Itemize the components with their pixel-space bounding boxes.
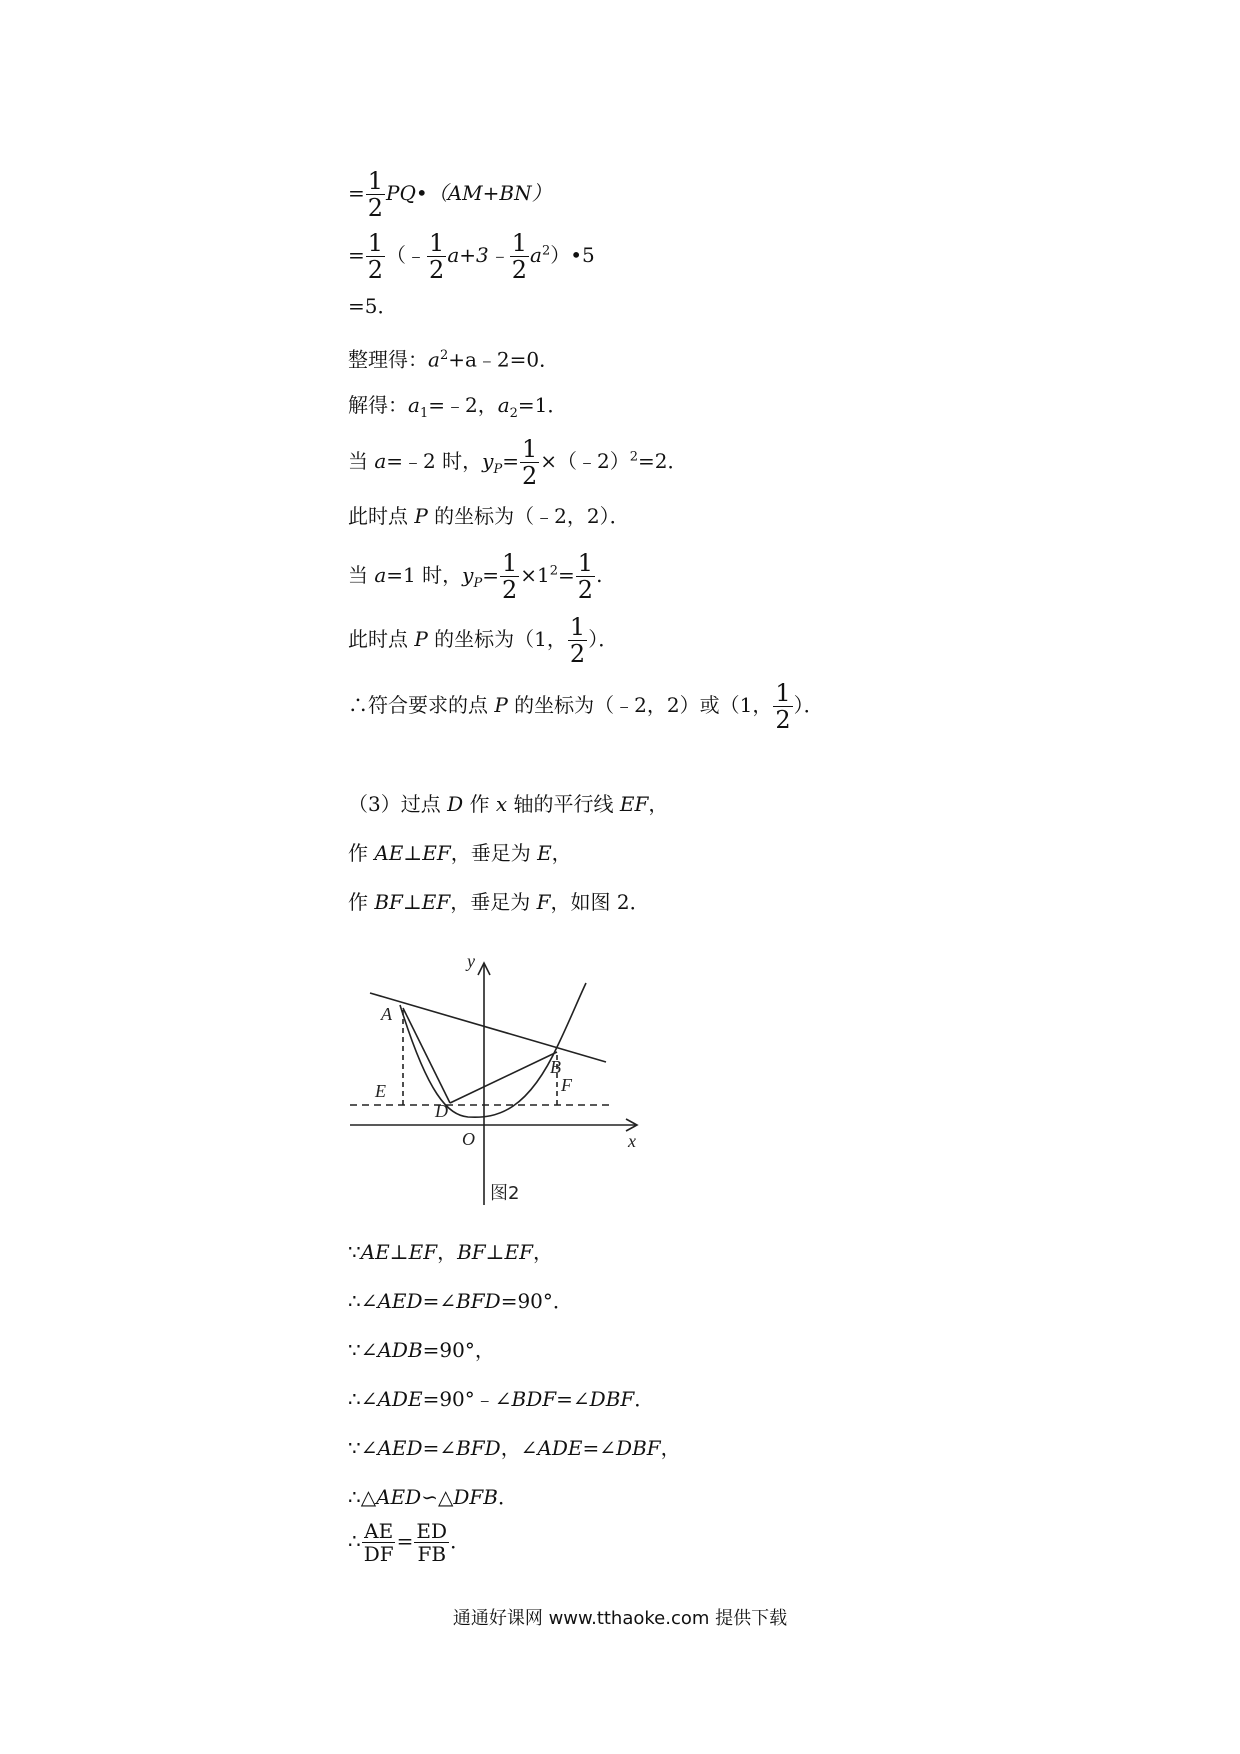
text: 作: [463, 792, 496, 816]
fraction: [510, 230, 529, 283]
fraction: [500, 550, 519, 603]
label-a: A: [381, 1004, 392, 1024]
text: P: [414, 504, 428, 528]
text: ，: [660, 1436, 681, 1460]
text: ，: [551, 841, 572, 865]
line-5: [348, 391, 567, 428]
text: BF: [374, 890, 403, 914]
text: AED: [377, 1436, 423, 1460]
label-e: E: [375, 1081, 386, 1101]
line-17: [348, 1385, 654, 1413]
text: 此时点: [348, 627, 415, 651]
line-1: [348, 168, 552, 221]
text: D: [447, 792, 464, 816]
numerator: 1: [429, 229, 445, 257]
text: =: [396, 1529, 414, 1553]
line-8: [348, 550, 602, 603]
text: ⊥: [402, 890, 422, 914]
denominator: 2: [511, 256, 528, 284]
text: ，如图 2．: [550, 890, 650, 914]
line-9: [348, 614, 618, 667]
text: =∠: [582, 1436, 617, 1460]
text: ．: [497, 1485, 518, 1509]
text: ）．: [793, 693, 824, 717]
text: ，垂足为: [450, 841, 538, 865]
subscript: 2: [509, 406, 518, 421]
line-20: [348, 1520, 470, 1565]
text: =2．: [638, 449, 688, 473]
numerator: 1: [367, 167, 384, 195]
fraction: [366, 168, 385, 221]
line-14: [348, 1238, 553, 1266]
text: BF: [457, 1240, 486, 1264]
line-16: [348, 1336, 495, 1364]
line-19: [348, 1483, 518, 1511]
text: DBF: [589, 1387, 635, 1411]
text: AED: [376, 1485, 422, 1509]
fraction: [773, 680, 792, 733]
text: =: [502, 449, 519, 473]
text: ．: [450, 1529, 471, 1553]
text: =∠: [556, 1387, 590, 1411]
denominator: 2: [429, 256, 445, 284]
text: =: [558, 563, 575, 587]
numerator: 1: [521, 435, 538, 463]
numerator: 1: [501, 549, 518, 577]
denominator: 2: [569, 640, 586, 668]
fraction: [414, 1520, 449, 1565]
text: ，: [648, 792, 669, 816]
text: EF: [408, 1240, 438, 1264]
line-11: [348, 790, 668, 818]
because-symbol: ∵∠: [348, 1338, 378, 1362]
text: +a﹣2=0．: [448, 347, 560, 372]
text: AED: [377, 1289, 423, 1313]
text: ，: [437, 1240, 458, 1264]
parabola-curve: [400, 983, 586, 1117]
text: EF: [421, 890, 451, 914]
text: =: [348, 181, 365, 205]
text: a+3﹣: [447, 243, 509, 267]
numerator: 1: [569, 613, 586, 641]
subscript: P: [473, 576, 483, 591]
text: a: [428, 347, 440, 372]
superscript: 2: [549, 563, 559, 579]
text: =: [482, 563, 499, 587]
numerator: 1: [775, 679, 791, 707]
therefore-symbol: ∴: [348, 1529, 361, 1553]
segment-ad: [403, 1008, 450, 1103]
text: E: [537, 841, 552, 865]
numerator: AE: [364, 1519, 394, 1543]
text: ，垂足为: [450, 890, 537, 914]
line-12: [348, 839, 572, 867]
text: ）．: [588, 627, 619, 651]
line-2: [348, 230, 595, 283]
text: ⊥: [389, 1240, 409, 1264]
numerator: 1: [511, 229, 528, 257]
text: a: [408, 393, 420, 417]
line-3: =5．: [348, 294, 398, 318]
line-10: [348, 680, 824, 733]
text: EF: [619, 792, 649, 816]
denominator: DF: [363, 1542, 394, 1566]
therefore-symbol: ∴△: [348, 1485, 377, 1509]
figure-2-diagram: [348, 945, 658, 1220]
text: AE: [360, 1240, 390, 1264]
label-o: O: [462, 1129, 475, 1149]
text: ，: [532, 1240, 553, 1264]
text: DFB: [453, 1485, 498, 1509]
fraction: [427, 230, 446, 283]
text: 作: [348, 890, 375, 914]
text: =﹣2，: [428, 393, 498, 417]
text: ×1: [520, 563, 550, 587]
text: EF: [504, 1240, 533, 1264]
superscript: 2: [541, 243, 551, 259]
text: =1 时，: [386, 563, 463, 587]
text: 轴的平行线: [507, 792, 620, 816]
text: a: [497, 393, 510, 417]
superscript: 2: [439, 348, 449, 363]
text: =∠: [422, 1289, 457, 1313]
text: ∴符合要求的点: [348, 693, 495, 717]
text: BFD: [456, 1436, 501, 1460]
therefore-symbol: ∴∠: [348, 1289, 378, 1313]
text: ⊥: [403, 841, 423, 865]
text: 的坐标为（﹣2，2）．: [427, 504, 630, 528]
line-13: [348, 888, 650, 916]
subscript: P: [493, 462, 503, 477]
line-6: [348, 436, 688, 489]
denominator: 2: [501, 576, 518, 604]
line-ab: [370, 993, 606, 1062]
label-x: x: [628, 1131, 636, 1151]
numerator: ED: [416, 1519, 448, 1543]
superscript: 2: [629, 449, 639, 465]
denominator: 2: [775, 706, 791, 734]
text: =90°．: [500, 1289, 573, 1313]
text: ×（﹣2）: [540, 449, 630, 473]
text: 当: [348, 449, 375, 473]
text: =90°，: [422, 1338, 495, 1362]
text: AE: [374, 841, 404, 865]
denominator: 2: [521, 462, 538, 490]
because-symbol: ∵: [348, 1240, 361, 1264]
line-7: [348, 502, 630, 530]
text: P: [494, 693, 508, 717]
denominator: 2: [367, 194, 384, 222]
text: 作: [348, 841, 375, 865]
text: ）•5: [550, 243, 595, 267]
denominator: 2: [577, 576, 594, 604]
text: （3）过点: [348, 792, 448, 816]
label-d: D: [435, 1101, 448, 1121]
numerator: 1: [577, 549, 594, 577]
line-4: [348, 342, 559, 374]
text: ，∠: [500, 1436, 538, 1460]
fraction: [576, 550, 595, 603]
text: 的坐标为（﹣2，2）或（1，: [507, 693, 773, 717]
fraction: [366, 230, 385, 283]
text: EF: [422, 841, 451, 865]
text: a: [374, 563, 387, 587]
fraction: [520, 436, 539, 489]
label-b: B: [550, 1057, 561, 1077]
text: DBF: [616, 1436, 661, 1460]
text: a: [374, 449, 387, 473]
text: ADE: [377, 1387, 423, 1411]
text: x: [495, 792, 508, 816]
text: 当: [348, 563, 375, 587]
text: y: [462, 563, 474, 587]
label-y: y: [467, 951, 475, 971]
text: =∠: [422, 1436, 457, 1460]
text: ．: [634, 1387, 655, 1411]
text: F: [536, 890, 551, 914]
text: （﹣: [386, 243, 427, 267]
numerator: 1: [367, 229, 384, 257]
text: ADB: [377, 1338, 423, 1362]
text: ⊥: [485, 1240, 505, 1264]
text: 此时点: [348, 504, 415, 528]
text: ADE: [537, 1436, 583, 1460]
text: PQ•（AM+BN）: [386, 181, 552, 205]
subscript: 1: [419, 406, 429, 421]
text: P: [414, 627, 428, 651]
text: BFD: [456, 1289, 501, 1313]
line-18: [348, 1434, 681, 1462]
denominator: 2: [367, 256, 384, 284]
text: a: [530, 243, 542, 267]
text: BDF: [511, 1387, 557, 1411]
because-symbol: ∵∠: [348, 1436, 378, 1460]
figure-caption: 图2: [490, 1183, 520, 1204]
text: =1．: [517, 393, 568, 417]
text: y: [482, 449, 494, 473]
fraction: [568, 614, 587, 667]
text: .: [596, 563, 603, 587]
denominator: FB: [417, 1542, 447, 1566]
page-footer: 通通好课网 www.tthaoke.com 提供下载: [452, 1608, 788, 1629]
label-f: F: [561, 1075, 572, 1095]
text: =﹣2 时，: [386, 449, 483, 473]
text: =90°﹣∠: [422, 1387, 512, 1411]
text: 整理得：: [348, 347, 428, 372]
line-15: [348, 1287, 573, 1315]
text: 解得：: [348, 393, 408, 417]
therefore-symbol: ∴∠: [348, 1387, 378, 1411]
text: ∽△: [421, 1485, 454, 1509]
fraction: [362, 1520, 396, 1565]
text: 的坐标为（1，: [427, 627, 567, 651]
text: =: [348, 243, 365, 267]
